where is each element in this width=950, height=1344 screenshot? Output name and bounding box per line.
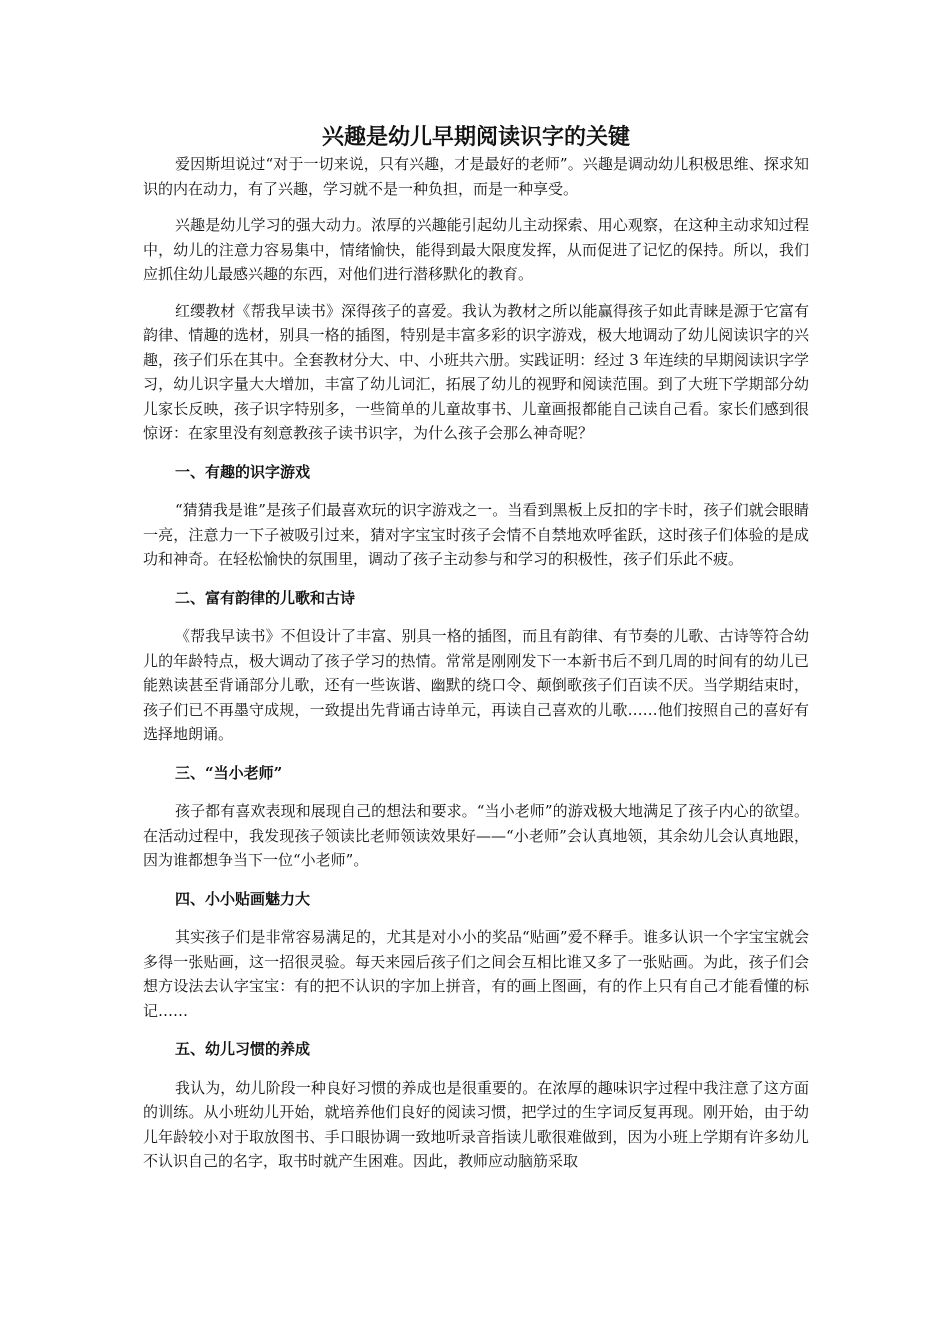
section-heading: 四、小小贴画魅力大 <box>175 889 311 908</box>
intro-paragraph-1: 爱因斯坦说过“对于一切来说，只有兴趣，才是最好的老师”。兴趣是调动幼儿积极思维、探求知识的内在动力，有了兴趣，学习就不是一种负担，而是一种享受。 <box>143 155 809 198</box>
section-4 <box>143 887 809 1024</box>
document-title: 兴趣是幼儿早期阅读识字的关键 <box>321 124 630 150</box>
intro-paragraph-2: 兴趣是幼儿学习的强大动力。浓厚的兴趣能引起幼儿主动探索、用心观察，在这种主动求知过程中，幼儿的注意力容易集中，情绪愉快，能得到最大限度发挥，从而促进了记忆的保持。所以，我们应抓住幼儿最感兴趣的东西，对他们进行潜移默化的教育。 <box>143 216 809 283</box>
section-paragraph: “猜猜我是谁”是孩子们最喜欢玩的识字游戏之一。当看到黑板上反扣的字卡时，孩子们就会眼睛一亮，注意力一下子被吸引过来，猜对字宝宝时孩子会情不自禁地欢呼雀跃，这时孩子们体验的是成功和神奇。在轻松愉快的氛围里，调动了孩子主动参与和学习的积极性，孩子们乐此不疲。 <box>143 501 809 568</box>
section-paragraph: 其实孩子们是非常容易满足的，尤其是对小小的奖品“贴画”爱不释手。谁多认识一个字宝宝就会多得一张贴画，这一招很灵验。每天来园后孩子们之间会互相比谁又多了一张贴画。为此，孩子们会想方设法去认字宝宝：有的把不认识的字加上拼音，有的画上图画，有的作上只有自己才能看懂的标记…… <box>143 928 809 1020</box>
section-1 <box>143 460 809 572</box>
section-2 <box>143 586 809 747</box>
section-heading: 五、幼儿习惯的养成 <box>175 1040 311 1058</box>
section-5 <box>143 1037 809 1174</box>
intro-paragraph-3: 红缨教材《帮我早读书》深得孩子的喜爱。我认为教材之所以能赢得孩子如此青睐是源于它富有韵律、情趣的选材，别具一格的插图，特别是丰富多彩的识字游戏，极大地调动了幼儿阅读识字的兴趣，孩子们乐在其中。全套教材分大、中、小班共六册。实践证明：经过 3 年连续的早期阅读识字学习，幼儿识字量大大增加，丰富了幼儿词汇，拓展了幼儿的视野和阅读范围。到了大班下学期部分幼儿家长反映，孩子识字特别多，一些简单的儿童故事书、儿童画报都能自己读自己看。家长们感到很惊讶：在家里没有刻意教孩子读书识字，为什么孩子会那么神奇呢？ <box>143 301 809 442</box>
section-paragraph: 《帮我早读书》不但设计了丰富、别具一格的插图，而且有韵律、有节奏的儿歌、古诗等符合幼儿的年龄特点，极大调动了孩子学习的热情。常常是刚刚发下一本新书后不到几周的时间有的幼儿已能熟读甚至背诵部分儿歌，还有一些诙谐、幽默的绕口令、颠倒歌孩子们百读不厌。当学期结束时，孩子们已不再墨守成规，一致提出先背诵古诗单元，再读自己喜欢的儿歌……他们按照自己的喜好有选择地朗诵。 <box>143 627 809 743</box>
section-heading: 二、富有韵律的儿歌和古诗 <box>175 588 356 607</box>
section-heading: 三、“当小老师” <box>175 763 283 782</box>
section-paragraph: 孩子都有喜欢表现和展现自己的想法和要求。“当小老师”的游戏极大地满足了孩子内心的欲望。在活动过程中，我发现孩子领读比老师领读效果好——“小老师”会认真地领，其余幼儿会认真地跟，因为谁都想争当下一位“小老师”。 <box>143 802 809 869</box>
section-heading: 一、有趣的识字游戏 <box>175 462 311 481</box>
section-3 <box>143 761 809 873</box>
document-body <box>143 122 809 1174</box>
section-paragraph: 我认为，幼儿阶段一种良好习惯的养成也是很重要的。在浓厚的趣味识字过程中我注意了这方面的训练。从小班幼儿开始，就培养他们良好的阅读习惯，把学过的生字词反复再现。刚开始，由于幼儿年龄较小对于取放图书、手口眼协调一致地听录音指读儿歌很难做到，因为小班上学期有许多幼儿不认识自己的名字，取书时就产生困难。因此，教师应动脑筋采取 <box>143 1078 809 1170</box>
